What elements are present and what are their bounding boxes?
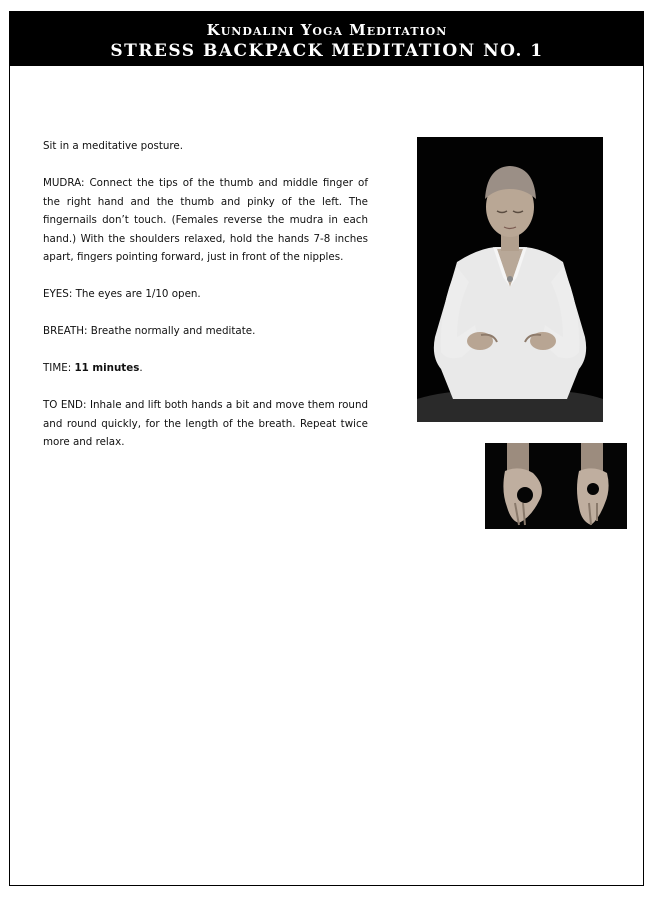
meditating-figure-illustration [417, 137, 603, 422]
end-text: Inhale and lift both hands a bit and move them round and round quickly, for the length of the breath. Repeat twice more and relax. [43, 399, 369, 448]
mudra-paragraph [43, 174, 368, 267]
breath-paragraph [43, 322, 368, 341]
hand-mudra-illustration [485, 443, 627, 529]
hand-mudra-closeup-photo [485, 443, 627, 529]
breath-text: Breathe normally and meditate. [90, 325, 256, 337]
meditation-title: STRESS BACKPACK MEDITATION NO. 1 [110, 41, 544, 61]
posture-paragraph [43, 137, 368, 156]
breath-label: BREATH: [43, 325, 88, 337]
mudra-label: MUDRA: [43, 177, 85, 189]
posture-text: Sit in a meditative posture. [43, 140, 184, 152]
instructions-text [43, 137, 368, 470]
eyes-text: The eyes are 1/10 open. [75, 288, 201, 300]
eyes-label: EYES: [43, 288, 73, 300]
time-label: TIME: [43, 362, 72, 374]
time-suffix: . [139, 362, 143, 374]
series-title: Kundalini Yoga Meditation [206, 21, 448, 39]
time-value: 11 minutes [74, 362, 140, 374]
eyes-paragraph [43, 285, 368, 304]
mudra-text: Connect the tips of the thumb and middle finger of the right hand and the thumb and pinky of the left. The fingernails don’t touch. (Females reverse the mudra in each hand.) With the shoulders relaxed, hold the hands 7-8 inches apart, fingers pointing forward, just in front of the nipples. [43, 177, 368, 263]
end-label: TO END: [43, 399, 87, 411]
title-bar [10, 12, 644, 66]
end-paragraph [43, 396, 368, 452]
time-paragraph [43, 359, 368, 378]
meditating-woman-photo [417, 137, 603, 422]
